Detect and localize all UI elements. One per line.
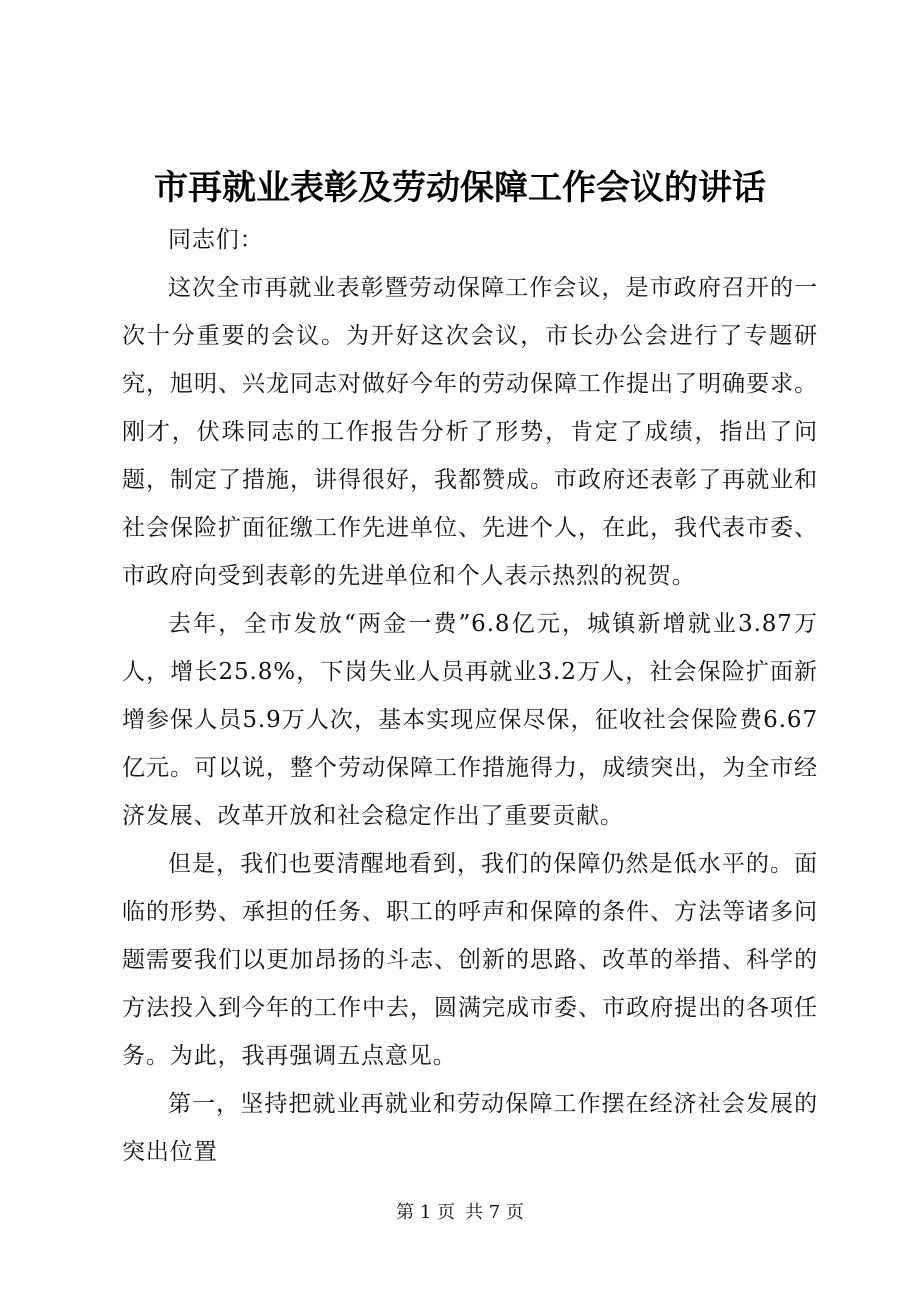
paragraph-1: 这次全市再就业表彰暨劳动保障工作会议，是市政府召开的一次十分重要的会议。为开好这次会议，市长办公会进行了专题研究，旭明、兴龙同志对做好今年的劳动保障工作提出了明确要求。刚才，伏珠同志的工作报告分析了形势，肯定了成绩，指出了问题，制定了措施，讲得很好，我都赞成。市政府还表彰了再就业和社会保险扩面征缴工作先进单位、先进个人，在此，我代表市委、市政府向受到表彰的先进单位和个人表示热烈的祝贺。 — [122, 275, 818, 589]
document-body — [122, 216, 818, 1176]
paragraph-3: 但是，我们也要清醒地看到，我们的保障仍然是低水平的。面临的形势、承担的任务、职工的呼声和保障的条件、方法等诸多问题需要我们以更加昂扬的斗志、创新的思路、改革的举措、科学的方法投入到今年的工作中去，圆满完成市委、市政府提出的各项任务。为此，我再强调五点意见。 — [122, 851, 818, 1069]
salutation: 同志们： — [168, 227, 264, 253]
page-number-current: 第 1 页 — [396, 1202, 455, 1223]
document-title: 市再就业表彰及劳动保障工作会议的讲话 — [154, 168, 766, 208]
paragraph-4: 第一，坚持把就业再就业和劳动保障工作摆在经济社会发展的突出位置 — [122, 1091, 818, 1165]
paragraph-2: 去年，全市发放“两金一费”6.8亿元，城镇新增就业3.87万人，增长25.8%，下岗失业人员再就业3.2万人，社会保险扩面新增参保人员5.9万人次，基本实现应保尽保，征收社会保险费6.67亿元。可以说，整个劳动保障工作措施得力，成绩突出，为全市经济发展、改革开放和社会稳定作出了重要贡献。 — [122, 611, 818, 829]
page-footer — [0, 1198, 920, 1228]
page-number-total: 共 7 页 — [465, 1202, 524, 1223]
